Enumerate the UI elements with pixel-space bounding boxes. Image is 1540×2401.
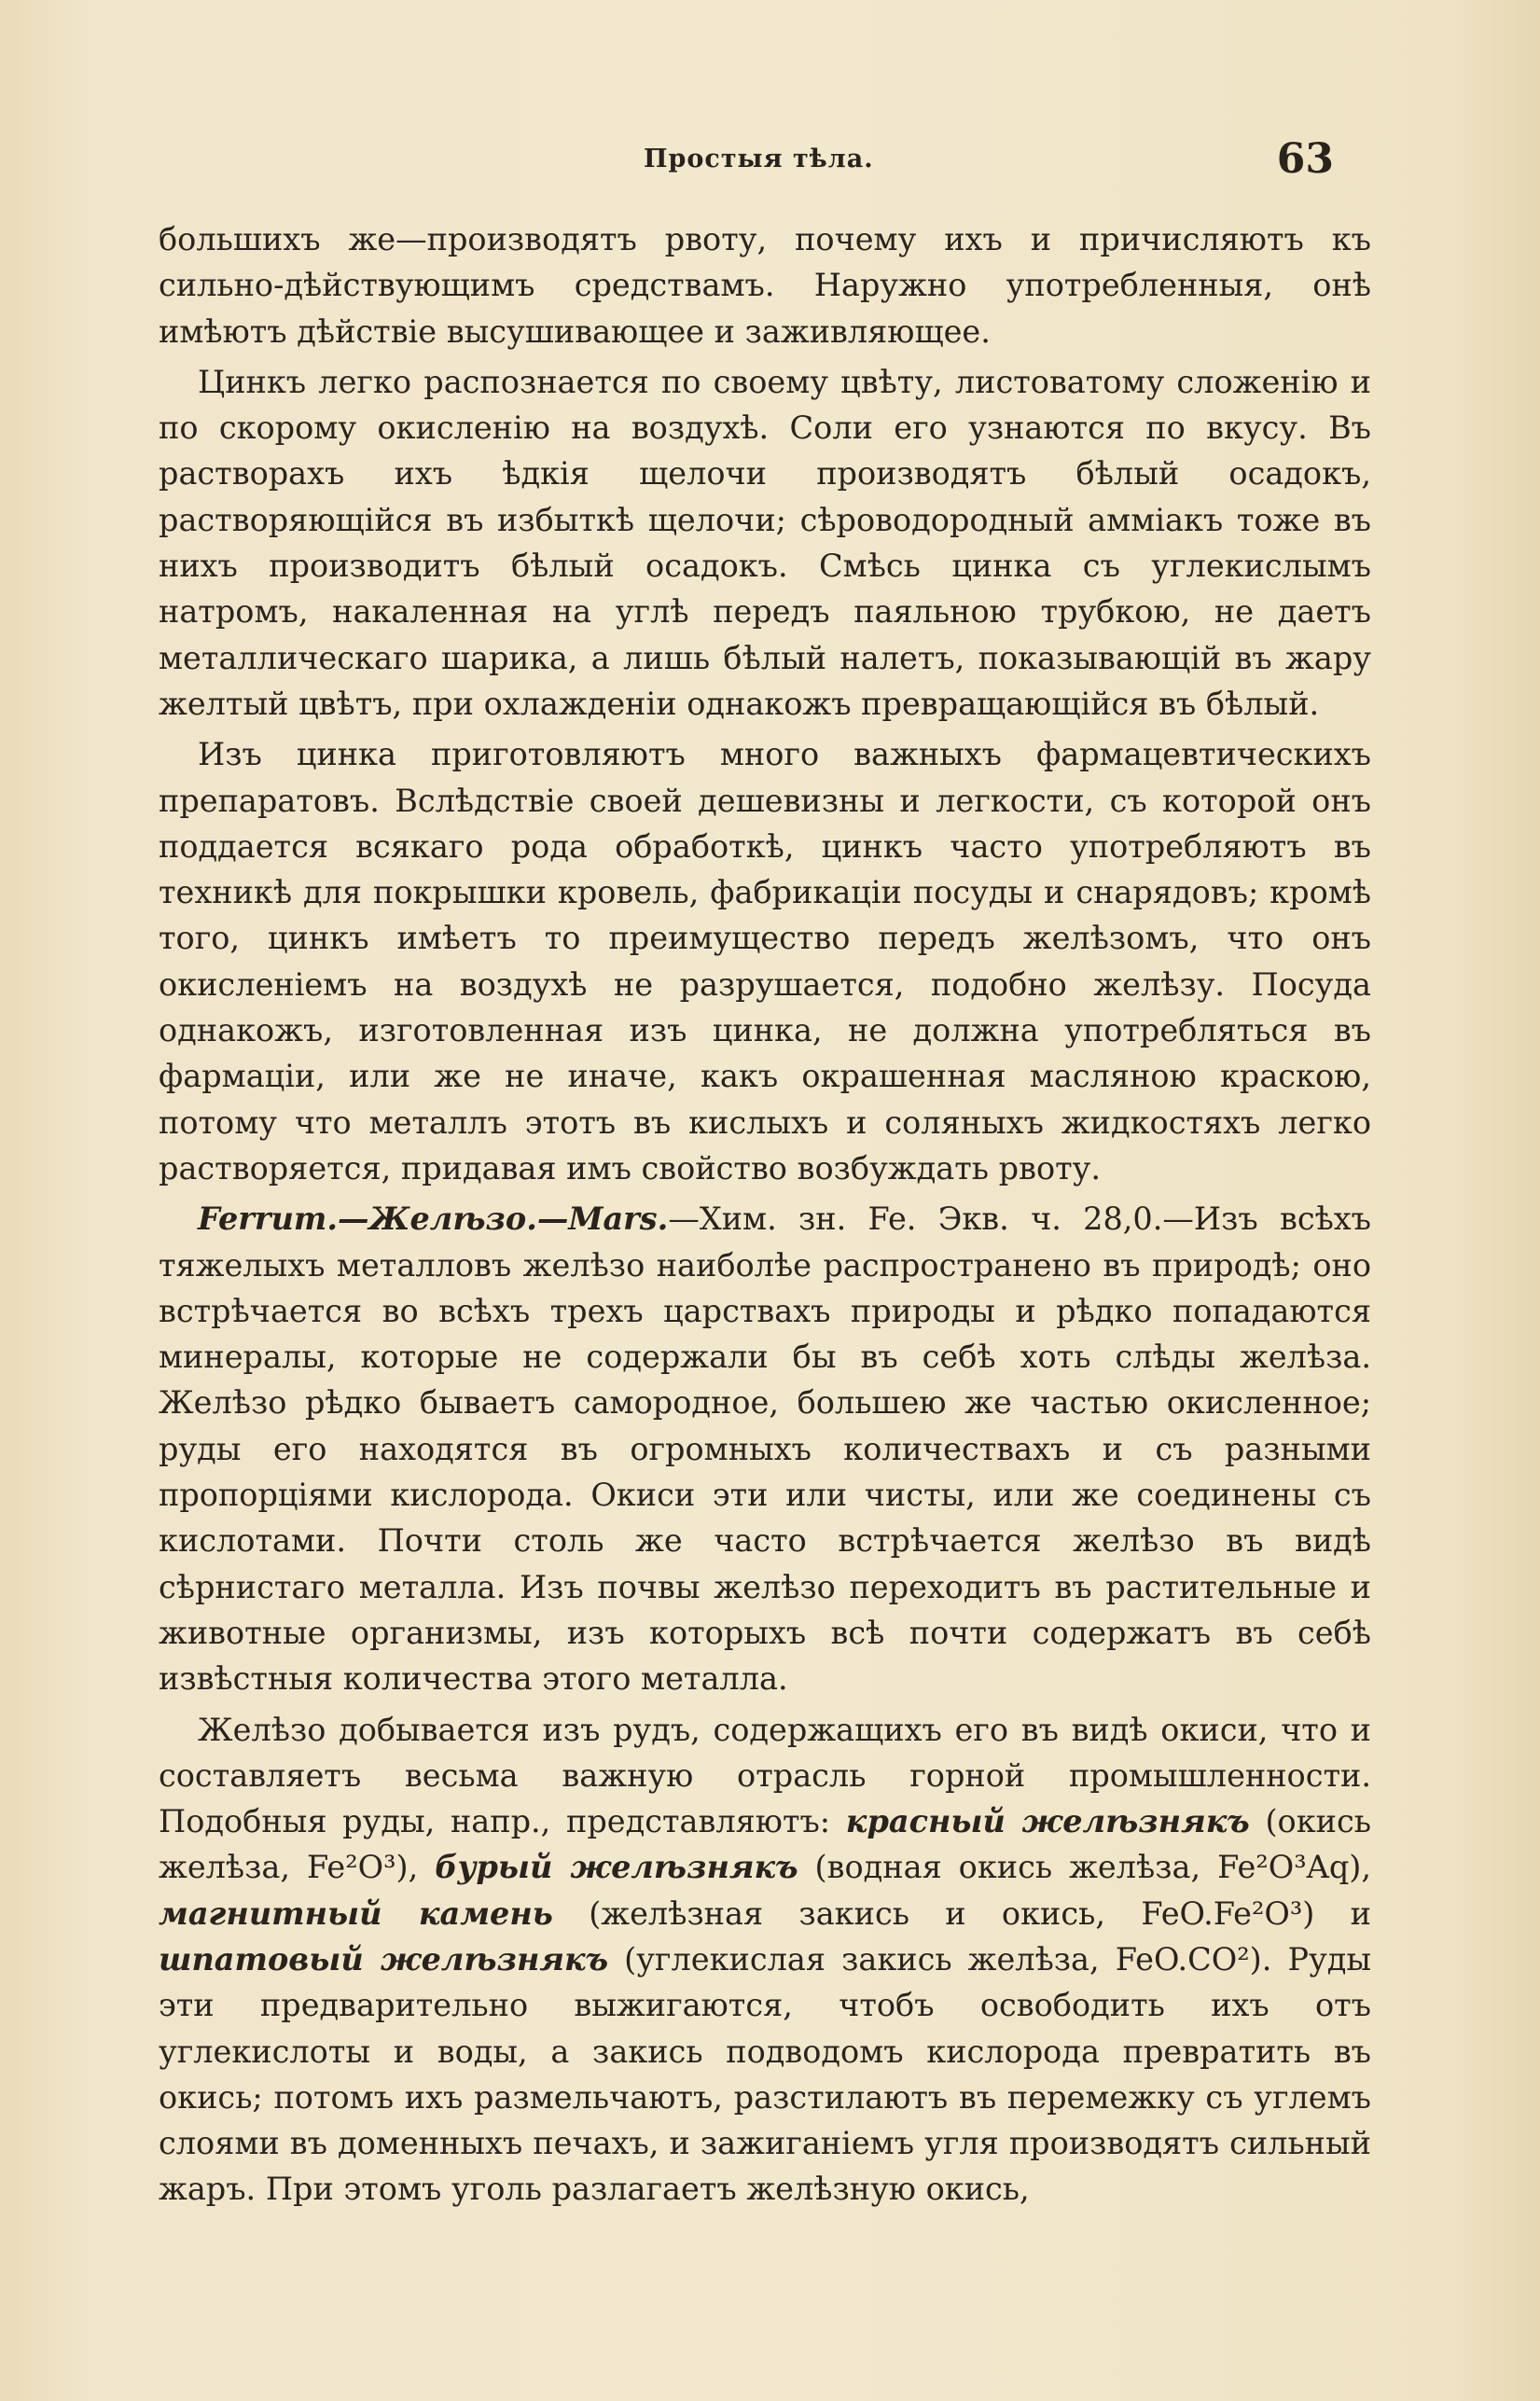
paragraph-5	[159, 1707, 1371, 2213]
text-run: (желѣзная закись и окись, FeO.Fe²O³) и	[552, 1894, 1371, 1932]
text-run: (углекислая закись желѣза, FeO.CO²). Руды эти предварительно выжигаются, чтобъ освободить ихъ отъ углекислоты и воды, а закись подводомъ кислорода превратить въ окись; потомъ ихъ размельчаютъ, разстилаютъ въ перемежку съ углемъ слоями въ доменныхъ печахъ, и зажиганіемъ угля производятъ сильный жаръ. При этомъ уголь разлагаетъ желѣзную окись,	[159, 1940, 1371, 2208]
paragraph-2	[159, 359, 1371, 727]
italic-term: шпатовый желѣзнякъ	[159, 1940, 609, 1978]
running-head: Простыя тѣла.	[644, 145, 874, 173]
text-run: Изъ цинка приготовляютъ много важныхъ фармацевтическихъ препаратовъ. Вслѣдствіе своей дешевизны и легкости, съ которой онъ поддается всякаго рода обработкѣ, цинкъ часто употребляютъ въ техникѣ для покрышки кровель, фабрикаціи посуды и снарядовъ; кромѣ того, цинкъ имѣетъ то преимущество передъ желѣзомъ, что онъ окисленіемъ на воздухѣ не разрушается, подобно желѣзу. Посуда однакожъ, изготовленная изъ цинка, не должна употребляться въ фармаціи, или же не иначе, какъ окрашенная масляною краскою, потому что металлъ этотъ въ кислыхъ и соляныхъ жидкостяхъ легко растворяется, придавая имъ свойство возбуждать рвоту.	[159, 736, 1371, 1187]
paragraph-1	[159, 216, 1371, 354]
page-number: 63	[1276, 135, 1334, 183]
italic-term: магнитный камень	[159, 1894, 553, 1932]
text-run: (окись желѣза, Fe²O³),	[159, 1803, 1371, 1886]
italic-term: Ferrum.—Желѣзо.—Mars.	[198, 1200, 669, 1238]
text-run: Цинкъ легко распознается по своему цвѣту, листоватому сложенію и по скорому окисленію на воздухѣ. Соли его узнаются по вкусу. Въ растворахъ ихъ ѣдкія щелочи производятъ бѣлый осадокъ, растворяющійся въ избыткѣ щелочи; сѣроводородный амміакъ тоже въ нихъ производитъ бѣлый осадокъ. Смѣсь цинка съ углекислымъ натромъ, накаленная на углѣ передъ паяльною трубкою, не даетъ металлическаго шарика, а лишь бѣлый налетъ, показывающій въ жару желтый цвѣтъ, при охлажденіи однакожъ превращающійся въ бѣлый.	[159, 363, 1371, 722]
text-run: Желѣзо добывается изъ рудъ, содержащихъ его въ видѣ окиси, что и составляетъ весьма важную отрасль горной промышленности. Подобныя руды, напр., представляютъ:	[159, 1711, 1371, 1840]
italic-term: бурый желѣзнякъ	[435, 1849, 798, 1886]
text-run: —Хим. зн. Fe. Экв. ч. 28,0.—Изъ всѣхъ тяжелыхъ металловъ желѣзо наиболѣе распространено въ природѣ; оно встрѣчается во всѣхъ трехъ царствахъ природы и рѣдко попадаются минералы, которые не содержали бы въ себѣ хоть слѣды желѣза. Желѣзо рѣдко бываетъ самородное, большею же частью окисленное; руды его находятся въ огромныхъ количествахъ и съ разными пропорціями кислорода. Окиси эти или чисты, или же соединены съ кислотами. Почти столь же часто встрѣчается желѣзо въ видѣ сѣрнистаго металла. Изъ почвы желѣзо переходитъ въ растительные и животные организмы, изъ которыхъ всѣ почти содержатъ въ себѣ извѣстныя количества этого металла.	[159, 1200, 1371, 1698]
text-run: большихъ же—производятъ рвоту, почему ихъ и причисляютъ къ сильно-дѣйствующимъ средствамъ. Наружно употребленныя, онѣ имѣютъ дѣйствіе высушивающее и заживляющее.	[159, 221, 1371, 350]
paragraph-3	[159, 731, 1371, 1191]
page-header	[159, 135, 1371, 191]
italic-term: красный желѣзнякъ	[845, 1803, 1250, 1840]
body-text	[159, 216, 1371, 2217]
text-run: (водная окись желѣза, Fe²O³Aq),	[798, 1849, 1372, 1886]
paragraph-4	[159, 1196, 1371, 1701]
